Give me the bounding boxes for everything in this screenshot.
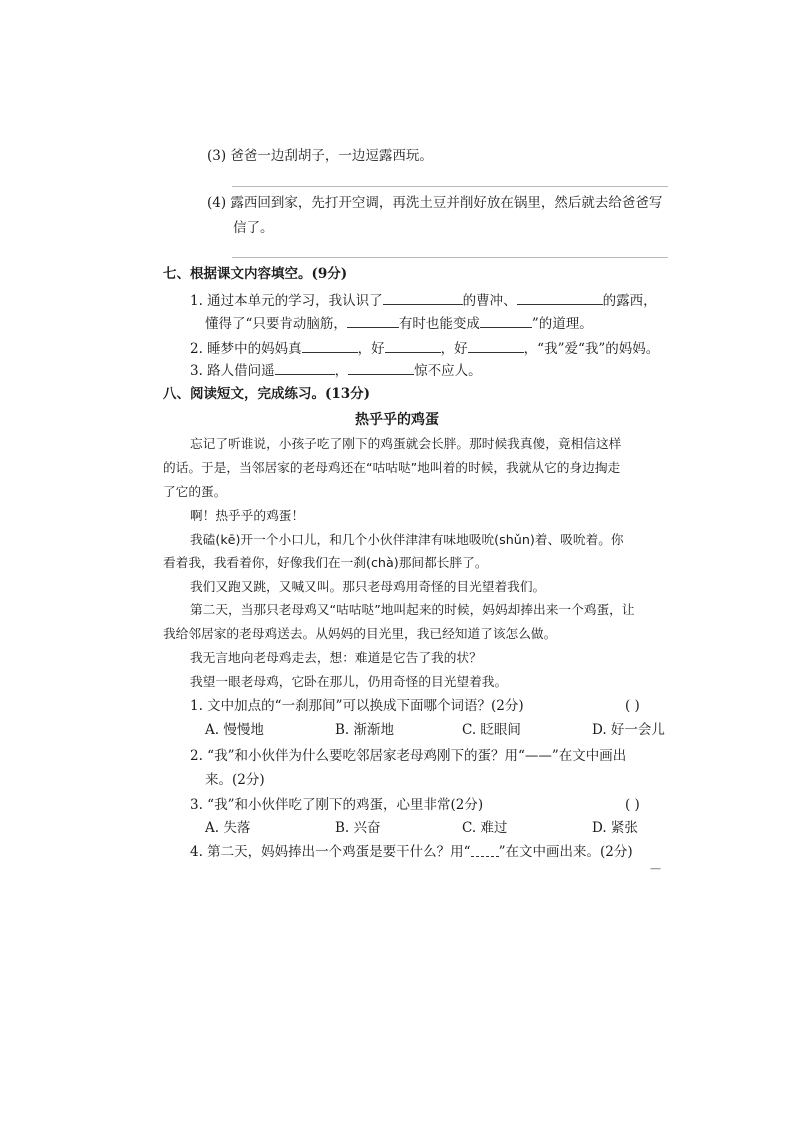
question-1-option-c: C. 眨眼间	[462, 722, 521, 738]
text: 2. 睡梦中的妈妈真	[190, 341, 302, 357]
reading-question-4	[190, 842, 633, 862]
question-1-option-b: B. 渐渐地	[335, 722, 395, 738]
blank	[275, 360, 335, 375]
answer-line	[232, 257, 668, 258]
passage-paragraph-6: 我无言地向老母鸡走去，想：难道是它告了我的状？	[190, 650, 482, 665]
text: ，好	[440, 341, 468, 357]
text: ，	[334, 363, 349, 379]
text: 的露西，	[602, 293, 657, 309]
section-7-heading: 七、根据课文内容填空。(9分)	[163, 266, 348, 282]
blank	[480, 313, 532, 328]
answer-parentheses: ( )	[625, 797, 640, 813]
fill-question-1-line-2	[205, 313, 593, 334]
passage-paragraph-4: 我们又跑又跳，又喊又叫。那只老母鸡用奇怪的目光望着我们。	[190, 579, 546, 594]
text: 的曹冲、	[462, 293, 517, 309]
text: 惊不应人。	[414, 363, 482, 379]
reading-question-2-line-1: 2. “我”和小伙伴为什么要吃邻居家老母鸡刚下的蛋？用“——”在文中画出	[190, 748, 627, 764]
question-3-option-b: B. 兴奋	[335, 820, 381, 836]
rewrite-question-4-line-1: (4) 露西回到家，先打开空调，再洗土豆并削好放在锅里，然后就去给爸爸写	[207, 195, 663, 211]
passage-paragraph-5-line-1: 第二天，当那只老母鸡又“咕咕哒”地叫起来的时候，妈妈却捧出来一个鸡蛋，让	[190, 602, 635, 617]
question-1-option-a: A. 慢慢地	[205, 722, 264, 738]
reading-question-2-line-2: 来。(2分)	[205, 772, 265, 788]
text: 4. 第二天，妈妈捧出一个鸡蛋是要干什么？用“	[190, 844, 471, 860]
fill-question-3	[190, 360, 482, 381]
blank	[517, 290, 603, 305]
fill-question-2	[190, 338, 659, 359]
rewrite-question-3: (3) 爸爸一边刮胡子，一边逗露西玩。	[207, 148, 433, 164]
passage-paragraph-1-line-2: 的话。于是，当邻居家的老母鸡还在“咕咕哒”地叫着的时候，我就从它的身边掏走	[163, 460, 621, 475]
question-1-option-d: D. 好一会儿	[592, 722, 665, 738]
reading-question-1: 1. 文中加点的“一刹那间”可以换成下面哪个词语？(2分)	[190, 698, 524, 714]
question-3-option-c: C. 难过	[462, 820, 508, 836]
text: ”在文中画出来。(2分)	[498, 844, 633, 860]
wavy-underline-mark	[471, 848, 499, 857]
passage-paragraph-5-line-2: 我给邻居家的老母鸡送去。从妈妈的目光里，我已经知道了该怎么做。	[163, 626, 557, 641]
text: 懂得了“只要肯动脑筋，	[205, 316, 347, 332]
rewrite-question-4-line-2: 信了。	[233, 220, 274, 236]
fill-question-1-line-1	[190, 290, 657, 311]
text: 有时也能变成	[398, 316, 480, 332]
answer-parentheses: ( )	[625, 698, 640, 714]
answer-line	[232, 186, 668, 187]
blank	[302, 338, 358, 353]
question-3-option-a: A. 失落	[205, 820, 251, 836]
text: ，“我”爱“我”的妈妈。	[523, 341, 660, 357]
passage-paragraph-1-line-1: 忘记了听谁说，小孩子吃了刚下的鸡蛋就会长胖。那时候我真傻，竟相信这样	[190, 436, 622, 451]
passage-paragraph-1-line-3: 了它的蛋。	[163, 484, 227, 499]
text: ”的道理。	[531, 316, 593, 332]
passage-title: 热乎乎的鸡蛋	[355, 412, 439, 428]
section-8-heading: 八、阅读短文，完成练习。(13分)	[163, 386, 371, 402]
blank	[468, 338, 524, 353]
page-edge-mark: —	[650, 862, 661, 875]
passage-paragraph-7: 我望一眼老母鸡，它卧在那儿，仍用奇怪的目光望着我。	[190, 674, 508, 689]
blank	[385, 338, 441, 353]
blank	[383, 290, 463, 305]
blank	[347, 313, 399, 328]
passage-paragraph-3-line-2: 看着我，我看着你，好像我们在一刹(chà)那间都长胖了。	[163, 555, 488, 570]
text: 1. 通过本单元的学习，我认识了	[190, 293, 383, 309]
text: 3. 路人借问遥	[190, 363, 275, 379]
passage-paragraph-2: 啊！热乎乎的鸡蛋！	[190, 508, 305, 523]
passage-paragraph-3-line-1: 我磕(kē)开一个小口儿，和几个小伙伴津津有味地吸吮(shǔn)着、吸吮着。你	[190, 532, 624, 547]
question-3-option-d: D. 紧张	[592, 820, 638, 836]
blank	[348, 360, 414, 375]
text: ，好	[357, 341, 385, 357]
reading-question-3: 3. “我”和小伙伴吃了刚下的鸡蛋，心里非常(2分)	[190, 797, 484, 813]
